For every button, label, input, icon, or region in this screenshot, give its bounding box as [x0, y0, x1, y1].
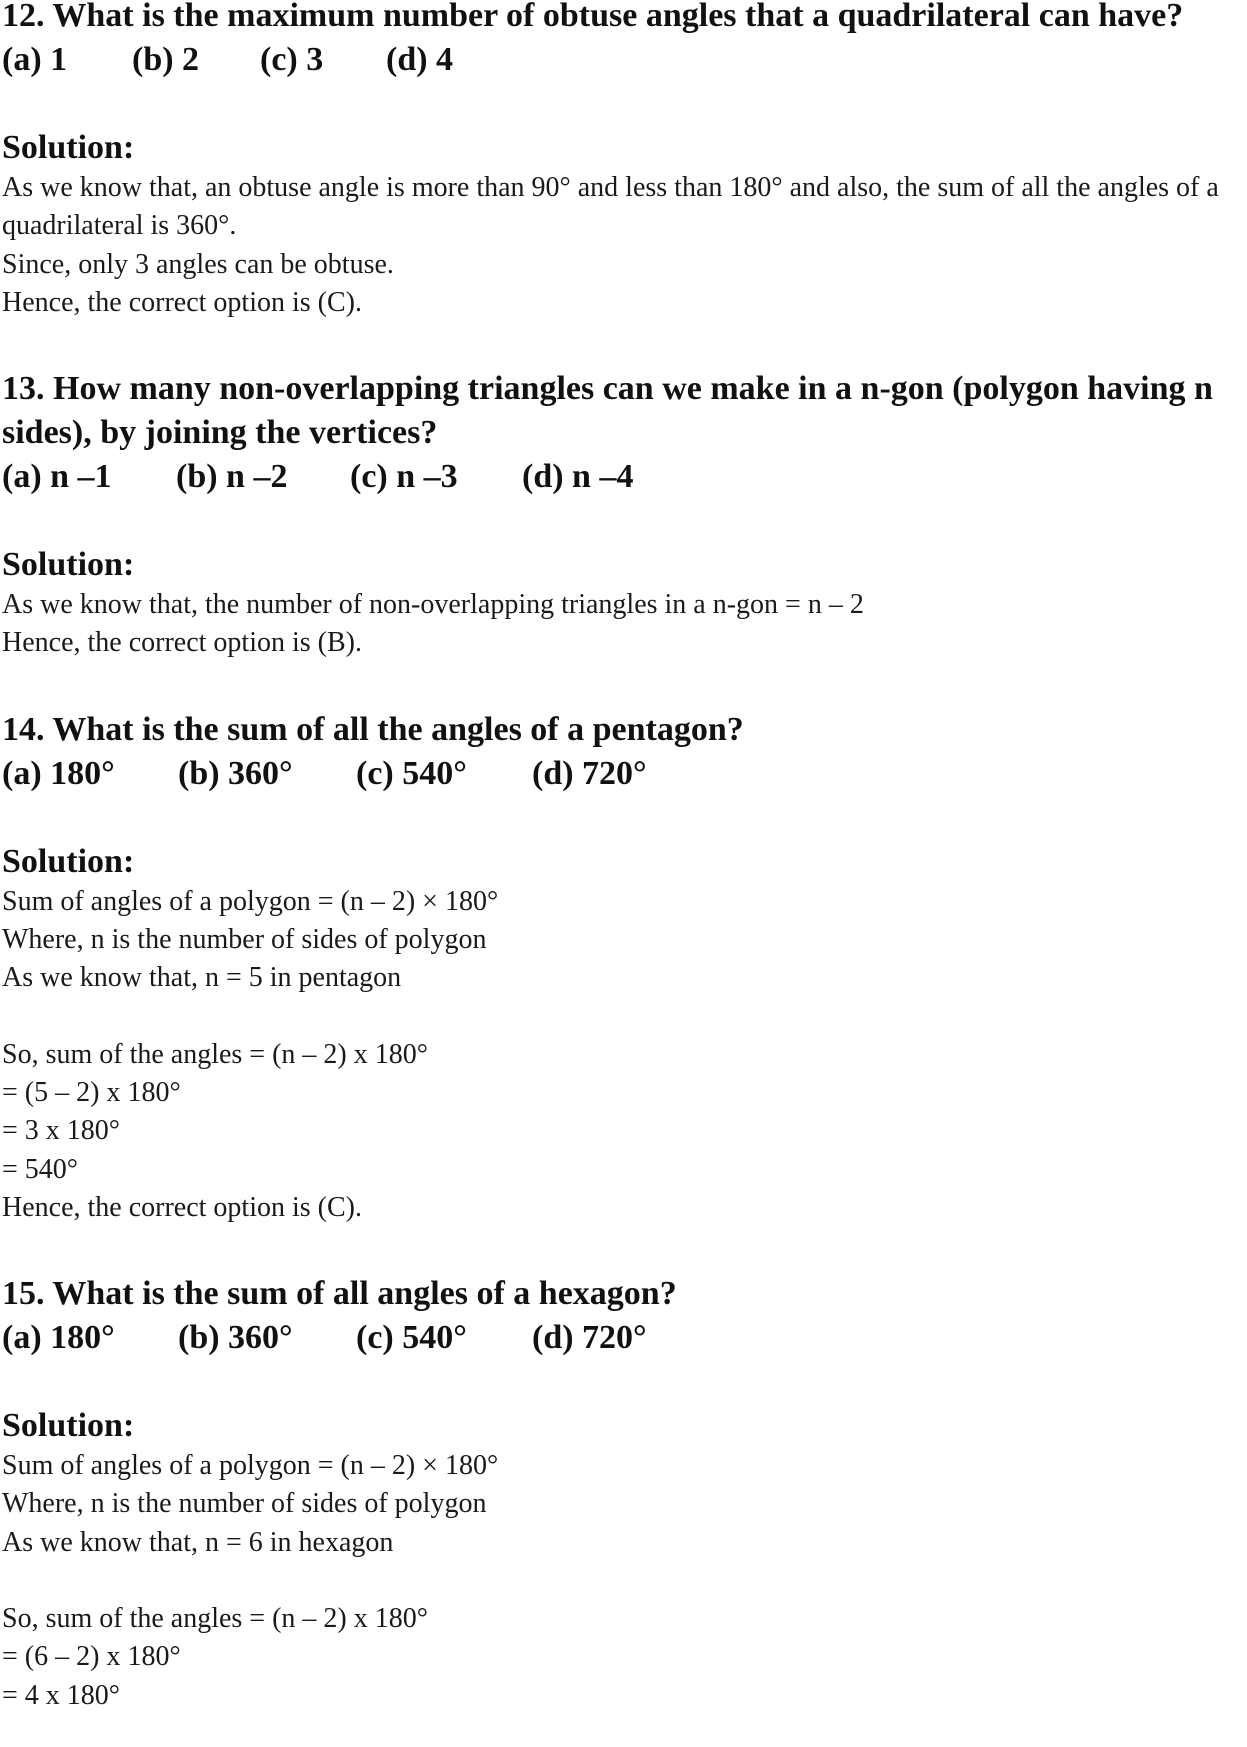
option-b: (b) n –2: [176, 458, 288, 496]
solution-line: Where, n is the number of sides of polygon: [2, 1488, 487, 1520]
solution-heading: Solution:: [2, 546, 135, 584]
option-c: (c) 540°: [356, 1319, 467, 1357]
question-14: [2, 708, 1242, 1227]
option-c: (c) 540°: [356, 754, 467, 792]
document-page: [2, 0, 1242, 1715]
option-a: (a) n –1: [2, 458, 112, 496]
option-c: (c) n –3: [350, 458, 458, 496]
answer-options: [2, 455, 1242, 499]
solution-line: Sum of angles of a polygon = (n – 2) × 180°: [2, 885, 499, 917]
solution-line: = 4 x 180°: [2, 1679, 120, 1711]
solution-line: So, sum of the angles = (n – 2) x 180°: [2, 1603, 428, 1635]
answer-options: [2, 38, 1242, 82]
option-a: (a) 1: [2, 41, 68, 78]
answer-options: [2, 752, 1242, 796]
option-d: (d) 720°: [532, 754, 647, 792]
question-title: 14. What is the sum of all the angles of a pentagon?: [2, 710, 744, 748]
question-title: 13. How many non-overlapping triangles can we make in a n-gon (polygon having n sides), by joining the vertices?: [2, 370, 1213, 452]
solution-heading: Solution:: [2, 842, 135, 880]
option-c: (c) 3: [260, 41, 324, 78]
solution-line: Where, n is the number of sides of polygon: [2, 924, 487, 956]
question-title: 12. What is the maximum number of obtuse angles that a quadrilateral can have?: [2, 0, 1184, 34]
solution-line: = (5 – 2) x 180°: [2, 1076, 181, 1108]
answer-options: [2, 1316, 1242, 1360]
option-b: (b) 360°: [178, 1319, 293, 1357]
solution-line: Hence, the correct option is (B).: [2, 627, 362, 659]
solution-line: As we know that, the number of non-overlapping triangles in a n-gon = n – 2: [2, 589, 864, 621]
solution-line: Since, only 3 angles can be obtuse.: [2, 248, 394, 280]
solution-line: Hence, the correct option is (C).: [2, 1191, 362, 1223]
question-13: [2, 367, 1242, 663]
solution-heading: Solution:: [2, 1407, 135, 1445]
solution-line: = 3 x 180°: [2, 1115, 120, 1147]
solution-line: As we know that, an obtuse angle is more than 90° and less than 180° and also, the sum of all the angles of a quadrilateral is 360°.: [2, 172, 1219, 242]
solution-line: As we know that, n = 6 in hexagon: [2, 1526, 394, 1558]
option-d: (d) n –4: [522, 458, 634, 496]
solution-line: As we know that, n = 5 in pentagon: [2, 962, 402, 994]
option-b: (b) 360°: [178, 754, 293, 792]
question-15: [2, 1272, 1242, 1715]
solution-line: = 540°: [2, 1153, 78, 1185]
option-a: (a) 180°: [2, 754, 115, 792]
solution-line: Hence, the correct option is (C).: [2, 286, 362, 318]
option-a: (a) 180°: [2, 1319, 115, 1357]
question-12: [2, 0, 1242, 322]
option-d: (d) 4: [386, 41, 454, 78]
option-b: (b) 2: [132, 41, 200, 78]
solution-line: Sum of angles of a polygon = (n – 2) × 180°: [2, 1450, 499, 1482]
question-title: 15. What is the sum of all angles of a hexagon?: [2, 1275, 677, 1313]
option-d: (d) 720°: [532, 1319, 647, 1357]
solution-line: = (6 – 2) x 180°: [2, 1641, 181, 1673]
solution-line: So, sum of the angles = (n – 2) x 180°: [2, 1038, 428, 1070]
solution-heading: Solution:: [2, 129, 135, 166]
